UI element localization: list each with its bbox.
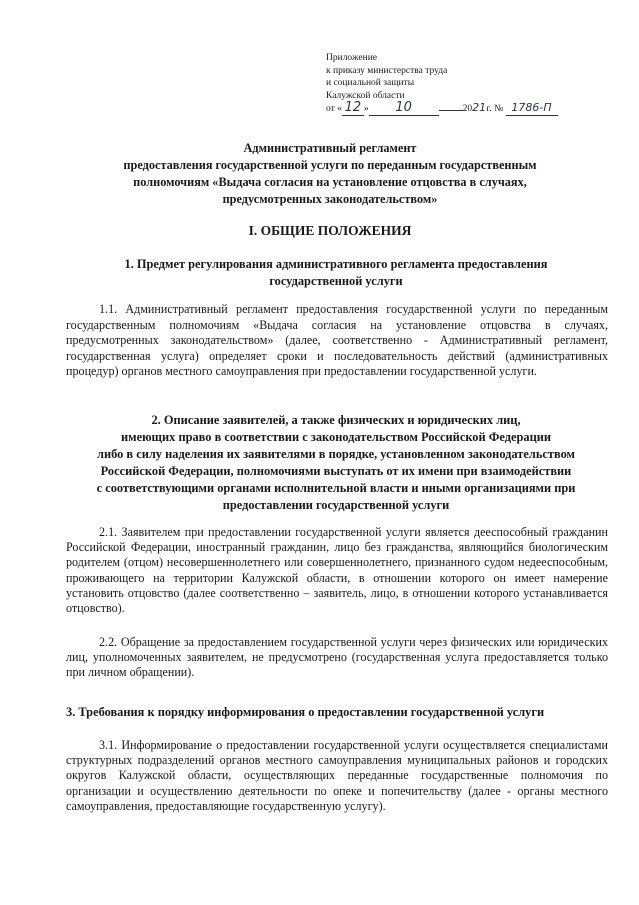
annex-month: 10	[369, 102, 439, 116]
paragraph-2-2: 2.2. Обращение за предоставлением государственной услуги через физических или юридических лиц, уполномоченных заявителем, не предусмотрено (государственная услуга предоставляется только при личном обращении).	[66, 635, 608, 680]
title-line: Административный регламент	[243, 141, 417, 155]
annex-line: и социальной защиты	[326, 78, 415, 88]
heading-line: 1. Предмет регулирования административного регламента предоставления	[124, 257, 548, 271]
heading-line: с соответствующими органами исполнительной власти и иными организациями при	[96, 481, 576, 495]
annex-line: к приказу министерства труда	[326, 65, 448, 76]
title-line: предусмотренных законодательством»	[222, 192, 438, 206]
heading-line: государственной услуги	[269, 274, 403, 288]
annex-from-label: от «	[326, 104, 342, 114]
heading-line: предоставлении государственной услуги	[222, 498, 450, 512]
annex-quote-close: »	[363, 104, 369, 114]
section1-heading	[60, 256, 612, 290]
annex-day: 12	[342, 102, 364, 116]
paragraph-1-1: 1.1. Административный регламент предоставления государственной услуги по переданным государственным полномочиям «Выдача согласия на установление отцовства в случаях, предусмотренных законодательством» (далее, соответственно - Административный регламент, государственная услуга) определяет сроки и последовательность действий (административных процедур) органов местного самоуправления при предоставлении государственной услуги.	[66, 302, 608, 379]
section3-heading: 3. Требования к порядку информирования о предоставлении государственной услуги	[66, 705, 545, 719]
annex-underline	[439, 110, 463, 111]
annex-year-suffix: 21	[472, 101, 487, 114]
annex-date-line	[326, 102, 626, 116]
annex-block	[326, 52, 626, 116]
paragraph-3-1: 3.1. Информирование о предоставлении государственной услуги осуществляется специалистами структурных подразделений органов местного самоуправления муниципальных районов и городских округов Калужской области, осуществляющих переданные государственные полномочия по организации и осуществлению деятельности по опеке и попечительству (далее - органы местного самоуправления, предоставляющие государственную услугу).	[66, 738, 608, 813]
chapter-heading: I. ОБЩИЕ ПОЛОЖЕНИЯ	[248, 223, 412, 238]
document-title	[70, 140, 590, 208]
heading-line: либо в силу наделения их заявителями в порядке, установленном законодательством	[97, 447, 575, 461]
heading-line: 2. Описание заявителей, а также физических и юридических лиц,	[151, 413, 521, 427]
title-line: полномочиям «Выдача согласия на установление отцовства в случаях,	[133, 175, 527, 189]
annex-year-label: г. №	[486, 104, 504, 114]
annex-line: Приложение	[326, 53, 377, 63]
section2-heading	[60, 412, 612, 514]
heading-line: имеющих право в соответствии с законодательством Российской Федерации	[121, 430, 551, 444]
annex-number: 1786-П	[506, 102, 558, 116]
paragraph-2-1: 2.1. Заявителем при предоставлении государственной услуги является дееспособный гражданин Российской Федерации, иностранный гражданин, лицо без гражданства, являющийся биологическим родителем (отцом) несовершеннолетнего или совершеннолетнего, признанного судом недееспособным, проживающего на территории Калужской области, в отношении которого он имеет намерение установить отцовство (далее соответственно – заявитель, лицо, в отношении которого устанавливается отцовство).	[66, 525, 608, 616]
title-line: предоставления государственной услуги по переданным государственным	[123, 158, 537, 172]
heading-line: Российской Федерации, полномочиями выступать от их имени при взаимодействии	[100, 464, 572, 478]
annex-line: Калужской области	[326, 90, 405, 101]
annex-year-prefix: 20	[462, 104, 473, 114]
